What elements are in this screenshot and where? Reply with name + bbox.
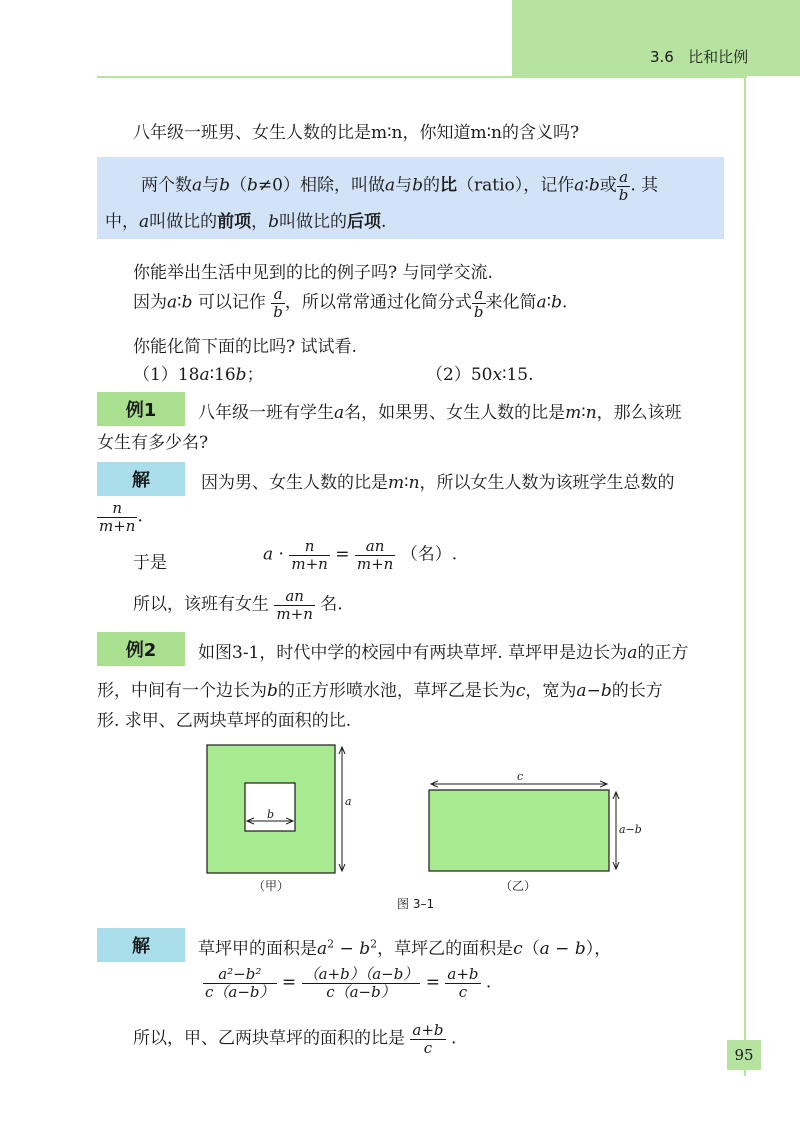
header-rule	[97, 76, 747, 78]
section-number: 3.6	[650, 48, 674, 66]
label-a: a	[345, 795, 352, 808]
term-ratio: 比	[440, 175, 458, 196]
example2-line2: 形，中间有一个边长为b的正方形喷水池，草坪乙是长为c，宽为a−b的长方	[97, 681, 663, 701]
para-simplify: 你能化简下面的比吗? 试试看.	[133, 337, 357, 357]
term-back: 后项	[347, 212, 382, 232]
caption-yi: （乙）	[500, 879, 537, 893]
fountain-pool	[245, 783, 295, 831]
intro-question: 八年级一班男、女生人数的比是m∶n，你知道m∶n的含义吗?	[133, 123, 580, 143]
section-name: 比和比例	[688, 48, 749, 66]
definition-fraction: $\frac{a}{b}$	[618, 168, 629, 204]
page-number: 95	[727, 1040, 761, 1070]
caption-jia: （甲）	[253, 879, 290, 893]
solution1-tag: 解	[97, 462, 185, 496]
term-front: 前项	[217, 212, 252, 232]
definition-line-2: 中，a叫做比的前项，b叫做比的后项.	[105, 212, 387, 232]
section-title	[650, 46, 748, 67]
example1-text-line1: 八年级一班有学生a名，如果男、女生人数的比是m∶n，那么该班	[198, 403, 682, 423]
label-b: b	[267, 808, 275, 821]
definition-box	[97, 157, 724, 239]
figure-3-1	[195, 738, 655, 913]
margin-rule	[744, 76, 746, 1076]
example2-tag: 例2	[97, 632, 185, 666]
lawn-yi	[429, 790, 609, 871]
solution2-line1: 草坪甲的面积是$a^2 - b^2$，草坪乙的面积是c（a − b），	[198, 937, 612, 959]
solution2-conclusion: 所以，甲、乙两块草坪的面积的比是 $\frac{a+b}{c}$ .	[133, 1021, 457, 1057]
para-examples: 你能举出生活中见到的比的例子吗? 与同学交流.	[133, 263, 493, 283]
figure-caption: 图 3–1	[397, 897, 435, 911]
exercise-2: （2）50x∶15.	[426, 365, 534, 385]
example2-line1: 如图3-1，时代中学的校园中有两块草坪. 草坪甲是边长为a的正方	[198, 643, 689, 663]
solution1-equation: a · $\frac{n}{m+n}$ = $\frac{an}{m+n}$ （名）.	[263, 537, 458, 573]
solution1-text: 因为男、女生人数的比是m∶n，所以女生人数为该班学生总数的	[201, 473, 675, 493]
para-because: 因为a∶b 可以记作 $\frac{a}{b}$ ，所以常常通过化简分式 $\frac{a}{b}$ 来化简a∶b.	[133, 285, 568, 321]
solution1-fraction-line: $\frac{n}{m+n}$ .	[99, 499, 143, 535]
definition-line-1: 两个数a与b（b≠0）相除，叫做a与b的比（ratio），记作a∶b或 $\frac{a}{b}$ . 其	[141, 168, 659, 204]
label-c: c	[517, 770, 524, 783]
exercise-1: （1）18a∶16b；	[133, 365, 264, 385]
solution2-equation: $\frac{\text{a²−b²}}{c(a-b)}$ = $\frac{(a+b)(a-b)}{c(a-b)}$ = $\frac{a+b}{c}$ .	[205, 965, 492, 1001]
label-a-minus-b: a−b	[619, 823, 642, 836]
example2-line3: 形. 求甲、乙两块草坪的面积的比.	[97, 711, 352, 731]
solution2-tag: 解	[97, 928, 185, 962]
solution1-conclusion: 所以，该班有女生 $\frac{an}{m+n}$ 名.	[133, 587, 343, 623]
solution1-therefore: 于是	[133, 553, 167, 573]
example1-text-line2: 女生有多少名?	[97, 433, 209, 453]
example1-tag: 例1	[97, 392, 185, 426]
